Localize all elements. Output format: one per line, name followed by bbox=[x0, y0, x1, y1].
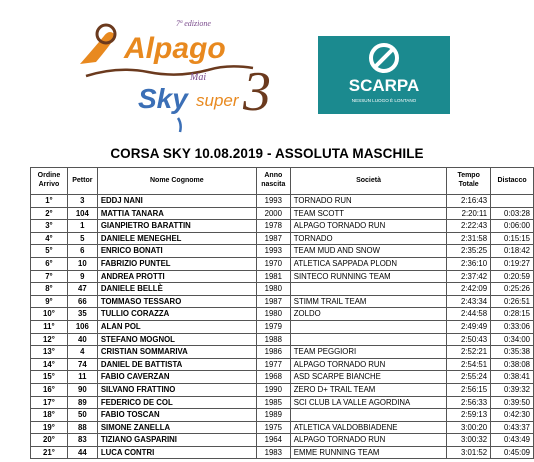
cell-societa: TEAM SCOTT bbox=[290, 207, 446, 220]
cell-pettorale: 11 bbox=[67, 371, 97, 384]
header-ordine: Ordine Arrivo bbox=[31, 168, 68, 195]
cell-societa: ZERO D+ TRAIL TEAM bbox=[290, 383, 446, 396]
cell-ordine: 2° bbox=[31, 207, 68, 220]
header-pettorale: Pettor bbox=[67, 168, 97, 195]
cell-pettorale: 6 bbox=[67, 245, 97, 258]
cell-distacco: 0:26:51 bbox=[491, 295, 534, 308]
table-row bbox=[31, 207, 534, 220]
cell-pettorale: 1 bbox=[67, 220, 97, 233]
cell-pettorale: 88 bbox=[67, 421, 97, 434]
cell-distacco: 0:38:41 bbox=[491, 371, 534, 384]
results-table bbox=[30, 167, 534, 459]
scarpa-mark-icon bbox=[318, 36, 450, 114]
header-distacco: Distacco bbox=[491, 168, 534, 195]
cell-societa: ATLETICA VALDOBBIADENE bbox=[290, 421, 446, 434]
cell-societa: SCI CLUB LA VALLE AGORDINA bbox=[290, 396, 446, 409]
cell-ordine: 7° bbox=[31, 270, 68, 283]
cell-ordine: 12° bbox=[31, 333, 68, 346]
cell-tempo: 2:44:58 bbox=[447, 308, 491, 321]
cell-tempo: 2:56:15 bbox=[447, 383, 491, 396]
cell-societa: ATLETICA SAPPADA PLODN bbox=[290, 257, 446, 270]
page-title: CORSA SKY 10.08.2019 - ASSOLUTA MASCHILE bbox=[110, 146, 424, 161]
logo-word-alpago: Alpago bbox=[124, 32, 226, 65]
cell-anno: 1990 bbox=[256, 383, 290, 396]
cell-nome: LUCA CONTRI bbox=[97, 446, 256, 459]
table-row bbox=[31, 409, 534, 422]
cell-anno: 1981 bbox=[256, 270, 290, 283]
cell-pettorale: 9 bbox=[67, 270, 97, 283]
cell-distacco: 0:28:15 bbox=[491, 308, 534, 321]
cell-distacco: 0:39:32 bbox=[491, 383, 534, 396]
cell-tempo: 2:56:33 bbox=[447, 396, 491, 409]
cell-tempo: 3:00:32 bbox=[447, 434, 491, 447]
cell-tempo: 2:54:51 bbox=[447, 358, 491, 371]
cell-ordine: 20° bbox=[31, 434, 68, 447]
cell-anno: 1970 bbox=[256, 257, 290, 270]
cell-nome: STEFANO MOGNOL bbox=[97, 333, 256, 346]
cell-tempo: 2:42:09 bbox=[447, 283, 491, 296]
cell-nome: DANIELE MENEGHEL bbox=[97, 232, 256, 245]
cell-pettorale: 47 bbox=[67, 283, 97, 296]
cell-societa bbox=[290, 409, 446, 422]
table-row bbox=[31, 220, 534, 233]
cell-distacco: 0:34:00 bbox=[491, 333, 534, 346]
cell-nome: DANIELE BELLÈ bbox=[97, 283, 256, 296]
cell-nome: SIMONE ZANELLA bbox=[97, 421, 256, 434]
cell-ordine: 4° bbox=[31, 232, 68, 245]
cell-distacco: 0:20:59 bbox=[491, 270, 534, 283]
cell-pettorale: 40 bbox=[67, 333, 97, 346]
cell-distacco: 0:03:28 bbox=[491, 207, 534, 220]
cell-pettorale: 44 bbox=[67, 446, 97, 459]
cell-ordine: 6° bbox=[31, 257, 68, 270]
cell-anno: 1988 bbox=[256, 333, 290, 346]
scarpa-logo bbox=[318, 36, 450, 114]
cell-anno: 1987 bbox=[256, 295, 290, 308]
table-row bbox=[31, 195, 534, 208]
table-row bbox=[31, 446, 534, 459]
cell-societa: EMME RUNNING TEAM bbox=[290, 446, 446, 459]
cell-distacco: 0:39:50 bbox=[491, 396, 534, 409]
cell-nome: SILVANO FRATTINO bbox=[97, 383, 256, 396]
cell-distacco: 0:35:38 bbox=[491, 346, 534, 359]
table-row bbox=[31, 232, 534, 245]
cell-tempo: 3:00:20 bbox=[447, 421, 491, 434]
table-row bbox=[31, 320, 534, 333]
cell-pettorale: 104 bbox=[67, 207, 97, 220]
cell-tempo: 2:52:21 bbox=[447, 346, 491, 359]
edition-label: 7ª edizione bbox=[176, 19, 211, 28]
cell-ordine: 9° bbox=[31, 295, 68, 308]
cell-ordine: 3° bbox=[31, 220, 68, 233]
cell-nome: FEDERICO DE COL bbox=[97, 396, 256, 409]
cell-nome: ALAN POL bbox=[97, 320, 256, 333]
cell-tempo: 2:43:34 bbox=[447, 295, 491, 308]
cell-nome: ANDREA PROTTI bbox=[97, 270, 256, 283]
cell-ordine: 8° bbox=[31, 283, 68, 296]
cell-ordine: 11° bbox=[31, 320, 68, 333]
cell-anno: 1989 bbox=[256, 409, 290, 422]
cell-societa: SINTECO RUNNING TEAM bbox=[290, 270, 446, 283]
cell-nome: ENRICO BONATI bbox=[97, 245, 256, 258]
cell-ordine: 19° bbox=[31, 421, 68, 434]
header-societa: Società bbox=[290, 168, 446, 195]
cell-societa bbox=[290, 283, 446, 296]
cell-pettorale: 83 bbox=[67, 434, 97, 447]
cell-anno: 1980 bbox=[256, 308, 290, 321]
table-row bbox=[31, 358, 534, 371]
logo-word-sky: Sky bbox=[138, 83, 188, 114]
cell-societa: ALPAGO TORNADO RUN bbox=[290, 358, 446, 371]
cell-tempo: 2:50:43 bbox=[447, 333, 491, 346]
cell-anno: 1978 bbox=[256, 220, 290, 233]
cell-tempo: 2:31:58 bbox=[447, 232, 491, 245]
cell-anno: 1985 bbox=[256, 396, 290, 409]
cell-societa: ZOLDO bbox=[290, 308, 446, 321]
cell-anno: 1993 bbox=[256, 245, 290, 258]
cell-distacco: 0:15:15 bbox=[491, 232, 534, 245]
cell-anno: 1986 bbox=[256, 346, 290, 359]
cell-pettorale: 90 bbox=[67, 383, 97, 396]
logo-word-super: super bbox=[196, 91, 239, 110]
cell-distacco: 0:18:42 bbox=[491, 245, 534, 258]
cell-pettorale: 3 bbox=[67, 195, 97, 208]
cell-societa: ASD SCARPE BIANCHE bbox=[290, 371, 446, 384]
cell-ordine: 10° bbox=[31, 308, 68, 321]
cell-anno: 1977 bbox=[256, 358, 290, 371]
cell-societa: ALPAGO TORNADO RUN bbox=[290, 220, 446, 233]
cell-pettorale: 50 bbox=[67, 409, 97, 422]
cell-anno: 1980 bbox=[256, 283, 290, 296]
cell-ordine: 16° bbox=[31, 383, 68, 396]
cell-anno: 1979 bbox=[256, 320, 290, 333]
table-row bbox=[31, 383, 534, 396]
cell-distacco: 0:06:00 bbox=[491, 220, 534, 233]
cell-tempo: 2:55:24 bbox=[447, 371, 491, 384]
cell-tempo: 2:20:11 bbox=[447, 207, 491, 220]
cell-societa bbox=[290, 333, 446, 346]
cell-societa: TEAM PEGGIORI bbox=[290, 346, 446, 359]
cell-nome: GIANPIETRO BARATTIN bbox=[97, 220, 256, 233]
cell-ordine: 14° bbox=[31, 358, 68, 371]
cell-tempo: 2:22:43 bbox=[447, 220, 491, 233]
cell-anno: 1983 bbox=[256, 446, 290, 459]
cell-societa: STIMM TRAIL TEAM bbox=[290, 295, 446, 308]
alpago-skysuper-logo bbox=[78, 14, 288, 134]
header-nome: Nome Cognome bbox=[97, 168, 256, 195]
cell-nome: TOMMASO TESSARO bbox=[97, 295, 256, 308]
cell-ordine: 1° bbox=[31, 195, 68, 208]
table-row bbox=[31, 270, 534, 283]
cell-societa: TEAM MUD AND SNOW bbox=[290, 245, 446, 258]
cell-anno: 1987 bbox=[256, 232, 290, 245]
cell-distacco bbox=[491, 195, 534, 208]
cell-ordine: 21° bbox=[31, 446, 68, 459]
cell-anno: 1964 bbox=[256, 434, 290, 447]
header-anno: Anno nascita bbox=[256, 168, 290, 195]
cell-nome: FABRIZIO PUNTEL bbox=[97, 257, 256, 270]
table-row bbox=[31, 434, 534, 447]
cell-distacco: 0:33:06 bbox=[491, 320, 534, 333]
cell-tempo: 2:35:25 bbox=[447, 245, 491, 258]
cell-societa: TORNADO RUN bbox=[290, 195, 446, 208]
cell-anno: 2000 bbox=[256, 207, 290, 220]
logo-digit-3: 3 bbox=[243, 61, 271, 123]
table-row bbox=[31, 308, 534, 321]
table-row bbox=[31, 245, 534, 258]
cell-distacco: 0:43:49 bbox=[491, 434, 534, 447]
table-row bbox=[31, 346, 534, 359]
cell-tempo: 2:49:49 bbox=[447, 320, 491, 333]
cell-pettorale: 74 bbox=[67, 358, 97, 371]
cell-pettorale: 4 bbox=[67, 346, 97, 359]
cell-nome: FABIO TOSCAN bbox=[97, 409, 256, 422]
header-tempo: Tempo Totale bbox=[447, 168, 491, 195]
cell-nome: MATTIA TANARA bbox=[97, 207, 256, 220]
cell-distacco: 0:38:08 bbox=[491, 358, 534, 371]
cell-ordine: 18° bbox=[31, 409, 68, 422]
table-row bbox=[31, 283, 534, 296]
cell-pettorale: 89 bbox=[67, 396, 97, 409]
cell-tempo: 2:37:42 bbox=[447, 270, 491, 283]
cell-societa: ALPAGO TORNADO RUN bbox=[290, 434, 446, 447]
cell-distacco: 0:19:27 bbox=[491, 257, 534, 270]
table-row bbox=[31, 257, 534, 270]
cell-tempo: 2:16:43 bbox=[447, 195, 491, 208]
cell-societa bbox=[290, 320, 446, 333]
cell-tempo: 2:36:10 bbox=[447, 257, 491, 270]
cell-distacco: 0:25:26 bbox=[491, 283, 534, 296]
cell-tempo: 2:59:13 bbox=[447, 409, 491, 422]
header bbox=[0, 0, 534, 140]
scarpa-tagline: NESSUN LUOGO È LONTANO bbox=[351, 98, 417, 103]
cell-nome: TULLIO CORAZZA bbox=[97, 308, 256, 321]
cell-ordine: 5° bbox=[31, 245, 68, 258]
cell-nome: EDDJ NANI bbox=[97, 195, 256, 208]
cell-pettorale: 10 bbox=[67, 257, 97, 270]
cell-pettorale: 66 bbox=[67, 295, 97, 308]
cell-nome: DANIEL DE BATTISTA bbox=[97, 358, 256, 371]
table-row bbox=[31, 396, 534, 409]
table-row bbox=[31, 295, 534, 308]
cell-ordine: 15° bbox=[31, 371, 68, 384]
cell-distacco: 0:42:30 bbox=[491, 409, 534, 422]
cell-ordine: 13° bbox=[31, 346, 68, 359]
cell-distacco: 0:43:37 bbox=[491, 421, 534, 434]
cell-pettorale: 5 bbox=[67, 232, 97, 245]
cell-pettorale: 35 bbox=[67, 308, 97, 321]
cell-anno: 1975 bbox=[256, 421, 290, 434]
cell-societa: TORNADO bbox=[290, 232, 446, 245]
cell-anno: 1968 bbox=[256, 371, 290, 384]
cell-nome: CRISTIAN SOMMARIVA bbox=[97, 346, 256, 359]
cell-pettorale: 106 bbox=[67, 320, 97, 333]
cell-nome: TIZIANO GASPARINI bbox=[97, 434, 256, 447]
logo-word-mai: Mai bbox=[190, 72, 207, 83]
cell-nome: FABIO CAVERZAN bbox=[97, 371, 256, 384]
scarpa-wordmark: SCARPA bbox=[348, 76, 420, 95]
cell-anno: 1993 bbox=[256, 195, 290, 208]
results-body bbox=[31, 195, 534, 459]
cell-ordine: 17° bbox=[31, 396, 68, 409]
cell-distacco: 0:45:09 bbox=[491, 446, 534, 459]
cell-tempo: 3:01:52 bbox=[447, 446, 491, 459]
table-header-row bbox=[31, 168, 534, 195]
table-row bbox=[31, 371, 534, 384]
table-row bbox=[31, 333, 534, 346]
table-row bbox=[31, 421, 534, 434]
